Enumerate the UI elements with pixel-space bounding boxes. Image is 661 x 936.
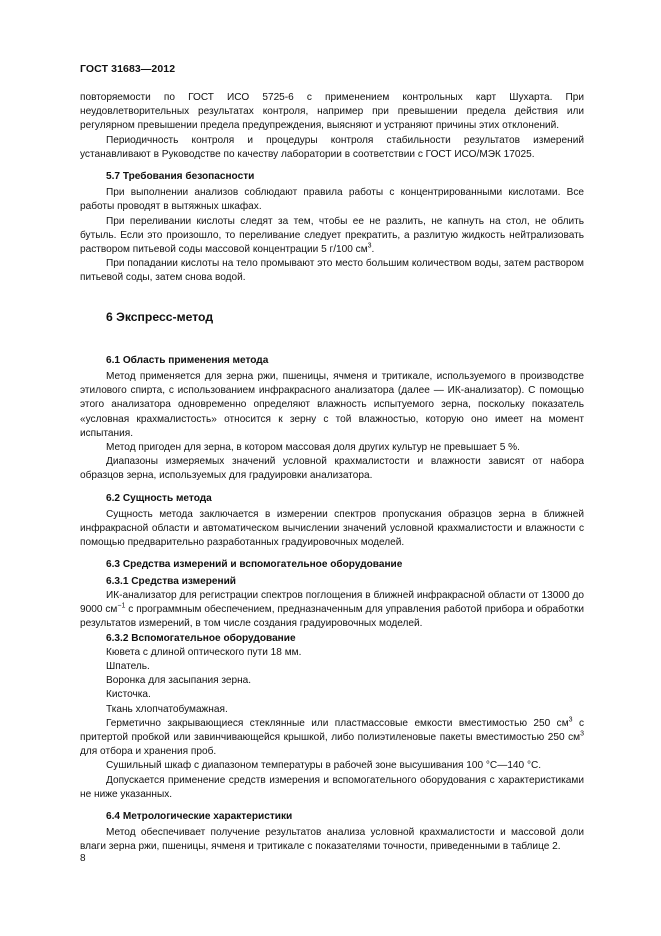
paragraph-text: При переливании кислоты следят за тем, чтобы ее не разлить, не капнуть на стол, не облить бутыль. Если это произошло, то переливание следует прекратить, а разлитую жидкость нейтрализовать раствором питьевой соды массовой концентрации 5 г/100 см xyxy=(80,215,584,256)
paragraph: При попадании кислоты на тело промывают это место большим количеством воды, затем раствором питьевой соды, затем снова водой. xyxy=(80,258,584,284)
superscript: 3 xyxy=(580,730,584,738)
section-heading-6-1: 6.1 Область применения метода xyxy=(106,354,269,366)
paragraph-text: с притертой пробкой или завинчивающейся крышкой, либо полиэтиленовые пакеты вместимостью 250 см xyxy=(80,717,584,743)
list-item: Сушильный шкаф с диапазоном температуры в рабочей зоне высушивания 100 °С—140 °С. xyxy=(106,760,542,772)
chapter-heading-6: 6 Экспресс-метод xyxy=(106,309,214,324)
list-item: Кисточка. xyxy=(106,689,151,701)
paragraph-text: для отбора и хранения проб. xyxy=(80,746,217,758)
paragraph: Сущность метода заключается в измерении спектров пропускания образцов зерна в ближней инфракрасной области и автоматическом вычислении значений условной крахмалистости и влажности с помощью предварительно разработанных градуировочных моделей. xyxy=(80,508,584,549)
paragraph: повторяемости по ГОСТ ИСО 5725-6 с применением контрольных карт Шухарта. При неудовлетворительных результатах контроля, например при превышении предела действия или регулярном превышении предела предупреждения, выясняют и устраняют причины этих отклонений. xyxy=(80,92,584,132)
paragraph: При выполнении анализов соблюдают правила работы с концентрированными кислотами. Все работы проводят в вытяжных шкафах. xyxy=(80,187,584,213)
list-item: Воронка для засыпания зерна. xyxy=(106,675,252,687)
paragraph: Метод применяется для зерна ржи, пшеницы, ячменя и тритикале, используемого в производстве этилового спирта, с использованием инфракрасного анализатора (далее — ИК-анализатор). С помощью этого анализатора одновременно определяют влажность испытуемого зерна, поскольку показатель «условная крахмалистость» относится к зерну с той влажностью, которую оно имеет на момент испытания. xyxy=(80,371,584,439)
paragraph: Допускается применение средств измерения и вспомогательного оборудования с характеристиками не ниже указанных. xyxy=(80,774,584,800)
list-item: Ткань хлопчатобумажная. xyxy=(106,703,228,715)
running-header: ГОСТ 31683—2012 xyxy=(80,63,176,75)
paragraph: Диапазоны измеряемых значений условной крахмалистости и влажности зависят от набора образцов зерна, используемых для градуировки анализатора. xyxy=(80,456,584,482)
page-number: 8 xyxy=(80,853,86,864)
paragraph xyxy=(80,215,584,258)
list-item: Шпатель. xyxy=(106,660,150,672)
paragraph: Метод обеспечивает получение результатов анализа условной крахмалистости и массовой доли влаги зерна ржи, пшеницы, ячменя и тритикале с показателями точности, приведенными в таблице 2. xyxy=(80,827,584,853)
paragraph-text: с программным обеспечением, предназначенным для управления работой прибора и обработки результатов измерений, в том числе создания градуировочных моделей. xyxy=(80,604,585,630)
punct: . xyxy=(371,244,375,256)
section-heading-6-4: 6.4 Метрологические характеристики xyxy=(106,810,293,822)
section-heading-5-7: 5.7 Требования безопасности xyxy=(106,171,255,183)
section-heading-6-3: 6.3 Средства измерений и вспомогательное оборудование xyxy=(106,559,403,571)
subsection-heading-6-3-2: 6.3.2 Вспомогательное оборудование xyxy=(106,632,296,644)
paragraph: Периодичность контроля и процедуры контроля стабильности результатов измерений устанавливают в Руководстве по качеству лаборатории в соответствии с ГОСТ ИСО/МЭК 17025. xyxy=(80,134,584,160)
document-body xyxy=(80,91,584,855)
list-item xyxy=(80,717,584,760)
superscript: −1 xyxy=(117,602,126,610)
paragraph: Метод пригоден для зерна, в котором массовая доля других культур не превышает 5 %. xyxy=(106,442,520,454)
subsection-heading-6-3-1: 6.3.1 Средства измерений xyxy=(106,575,236,587)
paragraph xyxy=(80,589,584,632)
paragraph-text: Герметично закрывающиеся стеклянные или пластмассовые емкости вместимостью 250 см xyxy=(106,717,569,729)
superscript: 3 xyxy=(568,716,573,724)
paragraph-text: ИК-анализатор для регистрации спектров поглощения в ближней инфракрасной области от 13000 до 9000 см xyxy=(80,589,584,616)
list-item: Кювета с длиной оптического пути 18 мм. xyxy=(106,646,302,658)
superscript: 3 xyxy=(367,242,372,250)
section-heading-6-2: 6.2 Сущность метода xyxy=(106,492,212,504)
